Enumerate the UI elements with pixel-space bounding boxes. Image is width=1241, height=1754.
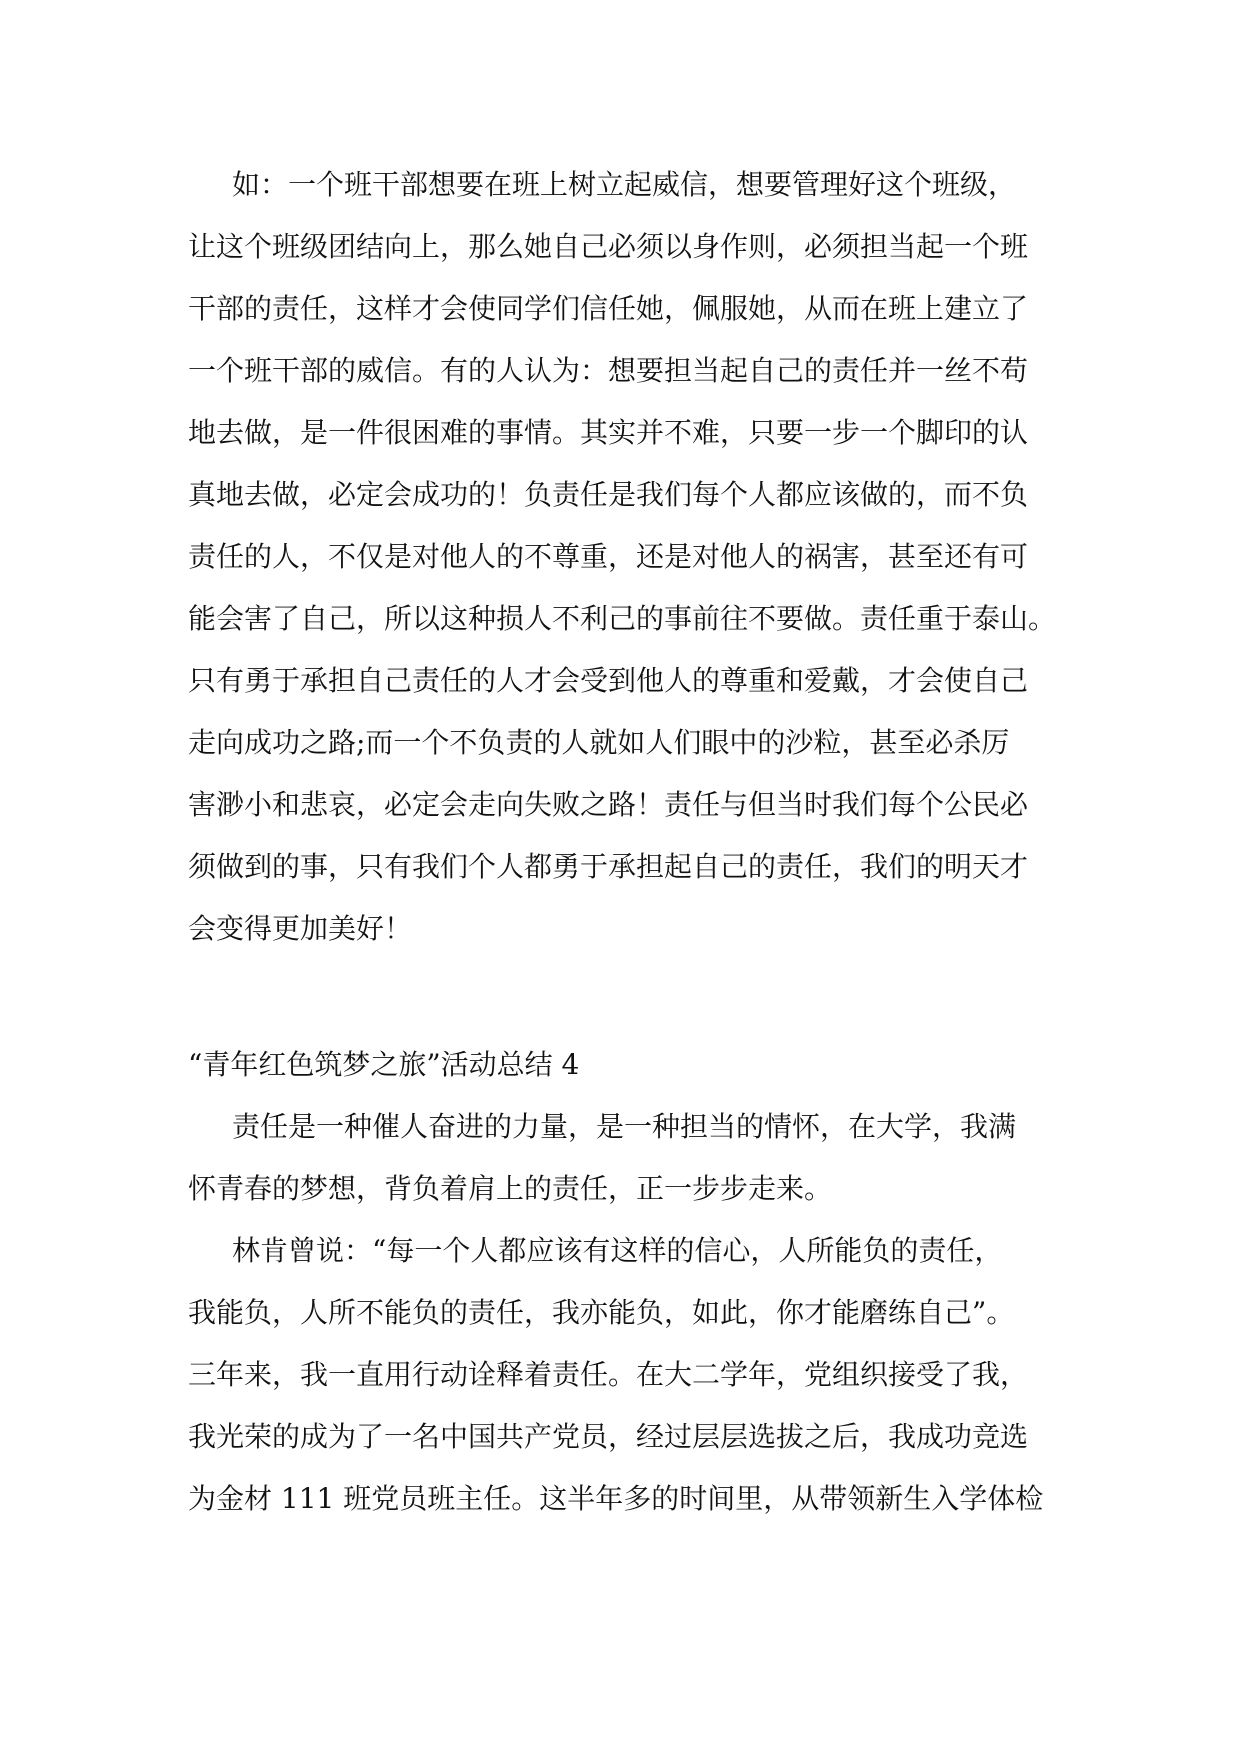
text-line: 林肯曾说：“每一个人都应该有这样的信心，人所能负的责任，: [232, 1234, 1003, 1267]
text-line: 一个班干部的威信。有的人认为：想要担当起自己的责任并一丝不苟: [188, 354, 1029, 387]
text-line: 我能负，人所不能负的责任，我亦能负，如此，你才能磨练自己”。: [188, 1296, 1015, 1329]
text-line: 真地去做，必定会成功的！负责任是我们每个人都应该做的，而不负: [188, 478, 1029, 511]
section-heading: “青年红色筑梦之旅”活动总结 4: [188, 1048, 580, 1081]
text-line: 害渺小和悲哀，必定会走向失败之路！责任与但当时我们每个公民必: [188, 788, 1029, 821]
text-line: 走向成功之路;而一个不负责的人就如人们眼中的沙粒，甚至必杀厉: [188, 726, 1010, 759]
text-line: 责任是一种催人奋进的力量，是一种担当的情怀，在大学，我满: [232, 1110, 1017, 1143]
text-line: 让这个班级团结向上，那么她自己必须以身作则，必须担当起一个班: [188, 230, 1029, 263]
text-line: 我光荣的成为了一名中国共产党员，经过层层选拔之后，我成功竞选: [188, 1420, 1029, 1453]
text-line: 地去做，是一件很困难的事情。其实并不难，只要一步一个脚印的认: [188, 416, 1029, 449]
text-line: 三年来，我一直用行动诠释着责任。在大二学年，党组织接受了我，: [188, 1358, 1029, 1391]
text-line: 怀青春的梦想，背负着肩上的责任，正一步步走来。: [188, 1172, 833, 1205]
text-line: 须做到的事，只有我们个人都勇于承担起自己的责任，我们的明天才: [188, 850, 1029, 883]
text-line: 能会害了自己，所以这种损人不利己的事前往不要做。责任重于泰山。: [188, 602, 1056, 635]
text-line: 干部的责任，这样才会使同学们信任她，佩服她，从而在班上建立了: [188, 292, 1029, 325]
text-line: 责任的人，不仅是对他人的不尊重，还是对他人的祸害，甚至还有可: [188, 540, 1029, 573]
text-line: 会变得更加美好！: [188, 912, 413, 945]
paragraph-summary-4: [188, 1096, 1056, 1530]
text-line: 为金材 111 班党员班主任。这半年多的时间里，从带领新生入学体检: [188, 1482, 1044, 1515]
text-line: 如：一个班干部想要在班上树立起威信，想要管理好这个班级，: [232, 168, 1017, 201]
paragraph-responsibility-example: [188, 154, 1056, 960]
text-line: 只有勇于承担自己责任的人才会受到他人的尊重和爱戴，才会使自己: [188, 664, 1029, 697]
